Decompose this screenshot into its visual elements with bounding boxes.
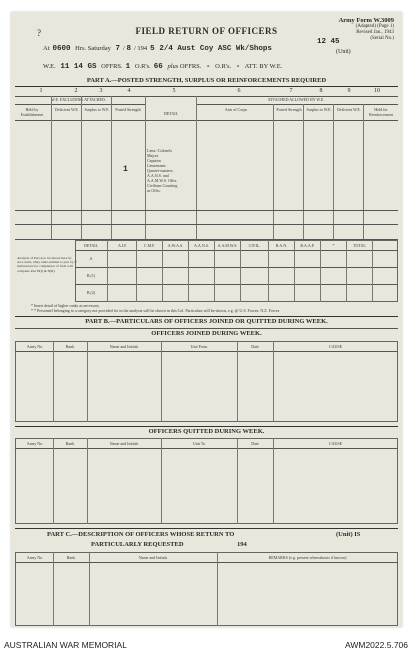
form-serial: (Serial No.) xyxy=(370,36,394,41)
gs-value: GS xyxy=(87,63,97,71)
rule xyxy=(15,104,145,105)
analysis-col-awas: A.W.A.S. xyxy=(167,243,184,248)
footnote-2: * * Personnel belonging to a category not provided for in the analysis will be shown in this Col. Particulars will be shown, e.g. @ U.S. Forces: N.Z. Forces xyxy=(31,308,280,313)
rule xyxy=(15,224,398,225)
rule xyxy=(237,341,238,422)
rule xyxy=(237,438,238,524)
rule xyxy=(15,448,398,449)
plus-offrs-value: - xyxy=(206,63,211,71)
rule xyxy=(15,528,398,529)
joined-title: OFFICERS JOINED DURING WEEK. xyxy=(151,330,262,337)
footnote-1: * Insert detail of higher ranks as necessary. xyxy=(31,303,100,308)
unit-name: 2/4 Aust Coy ASC Wk/Shops xyxy=(159,45,272,53)
col-number-9: 9 xyxy=(347,88,351,94)
rule xyxy=(333,104,334,239)
unit-label: (Unit) xyxy=(336,49,351,55)
rule xyxy=(294,240,295,302)
form-title: FIELD RETURN OF OFFICERS xyxy=(135,26,278,36)
attached-allowed-label: ATTACHED ALLOWED BY W.E. xyxy=(267,97,325,102)
col-head-held: Held by Establishment xyxy=(20,107,44,117)
analysis-col-raaf: R.A.A.F. xyxy=(300,243,315,248)
rule xyxy=(75,284,398,285)
rule xyxy=(89,552,90,626)
rule xyxy=(15,120,398,121)
quitted-col-cause: CAUSE xyxy=(328,441,343,446)
col-head-held-reinf: Held for Reinforcement xyxy=(369,107,393,117)
analysis-col-civil: CIVIL. xyxy=(248,243,261,248)
analysis-col-total: TOTAL xyxy=(353,243,366,248)
analysis-row-b2: B.(2) xyxy=(86,290,96,295)
footer-credit: AUSTRALIAN WAR MEMORIAL xyxy=(4,640,127,650)
we-label: W.E. xyxy=(43,63,56,70)
form-number: Army Form W.3009 xyxy=(338,17,394,24)
year-prefix: 194 xyxy=(137,45,148,52)
rule xyxy=(240,240,241,302)
rule xyxy=(75,267,398,268)
rule xyxy=(372,240,373,302)
rule xyxy=(51,96,52,239)
plus-ors-label: O.R's. xyxy=(215,63,232,70)
rule xyxy=(53,341,54,422)
rule xyxy=(15,426,398,427)
part-b-title: PART B.—PARTICULARS OF OFFICERS JOINED OR QUITTED DURING WEEK. xyxy=(85,318,328,325)
col-head-surplus-att: Surplus to W.E. xyxy=(306,107,332,112)
col-number-6: 6 xyxy=(237,88,241,94)
footer-accession: AWM2022.5.706 xyxy=(345,640,408,650)
col-number-5: 5 xyxy=(172,88,176,94)
analysis-row-a: A xyxy=(89,256,93,261)
rule xyxy=(217,552,218,626)
form-adapted: (Adapted) (Page 1) xyxy=(355,24,394,29)
rank-civilians-2: as Offrs. xyxy=(147,188,161,193)
rule xyxy=(53,438,54,524)
header-line-1: At 0600 Hrs. Saturday 7 / 8 / 194 5 2/4 Aust Coy ASC Wk/Shops xyxy=(43,45,272,53)
part-c-year: 194 xyxy=(237,541,247,548)
rule xyxy=(15,562,398,563)
joined-table xyxy=(15,341,398,422)
col-number-4: 4 xyxy=(127,88,131,94)
offrs-label: OFFRS. xyxy=(101,63,123,70)
ors-label: O.R's. xyxy=(134,63,151,70)
part-c-col-army-no: Army No. xyxy=(26,555,44,560)
we-value: 11 14 xyxy=(60,63,83,71)
ors-value: 66 xyxy=(153,63,163,71)
rule xyxy=(214,240,215,302)
at-label: At xyxy=(43,45,50,52)
rule xyxy=(273,104,274,239)
rule xyxy=(107,240,108,302)
col-head-surplus: Surplus to W.E. xyxy=(84,107,110,112)
detail-head: DETAIL xyxy=(163,111,179,116)
month-value: 8 xyxy=(126,45,131,53)
hrs-label: Hrs. Saturday xyxy=(75,45,111,52)
we-excluding-label: W.E. EXCLUDING ATTACHED. xyxy=(51,97,106,102)
quitted-title: OFFICERS QUITTED DURING WEEK. xyxy=(148,428,265,435)
rule xyxy=(87,438,88,524)
analysis-row-b1: B.(1) xyxy=(86,273,96,278)
rule xyxy=(273,438,274,524)
rule xyxy=(161,438,162,524)
form-page xyxy=(11,12,402,627)
rule xyxy=(15,316,398,317)
part-c-col-rank: Rank xyxy=(66,555,76,560)
col-number-1: 1 xyxy=(39,88,43,94)
day-value: 7 xyxy=(115,45,121,53)
rank-aans: A.A.N.S. and xyxy=(147,173,169,178)
rule xyxy=(162,240,163,302)
part-c-title-2: PARTICULARLY REQUESTED xyxy=(91,541,184,548)
col-number-10: 10 xyxy=(374,88,380,94)
rule xyxy=(188,240,189,302)
posted-strength-value: 1 xyxy=(123,165,128,174)
analysis-note: Analysis of Part A to be shown here by ALL units. Only units entitled to part b) of instructions for completion of form will complete Part B(I) & B(II). xyxy=(17,256,77,273)
part-c-table xyxy=(15,552,398,626)
part-c-col-name: Name and Initials xyxy=(138,555,168,560)
rule xyxy=(145,96,146,239)
rule xyxy=(15,351,398,352)
analysis-row-detail: DETAIL xyxy=(83,243,99,248)
rule xyxy=(81,96,82,239)
quitted-col-army-no: Army No. xyxy=(26,441,44,446)
rule xyxy=(87,341,88,422)
col-head-posted-att: Posted Strength xyxy=(276,107,302,112)
rule xyxy=(136,240,137,302)
col-head-arm: Arm of Corps xyxy=(224,107,248,112)
analysis-col-aamws: A.A.M.W.S. xyxy=(217,243,238,248)
rule xyxy=(161,341,162,422)
rule xyxy=(268,240,269,302)
rule xyxy=(15,328,398,329)
rule xyxy=(363,104,364,239)
rule xyxy=(111,96,112,239)
joined-col-name: Name and Initials xyxy=(109,344,139,349)
col-number-8: 8 xyxy=(319,88,323,94)
col-number-3: 3 xyxy=(99,88,103,94)
part-a-title: PART A.—POSTED STRENGTH, SURPLUS OR REINFORCEMENTS REQUIRED xyxy=(86,77,327,84)
rule xyxy=(273,341,274,422)
rank-civilians: Civilians Counting xyxy=(147,183,178,188)
col-head-deficient: Deficient W.E. xyxy=(55,107,79,112)
quitted-col-date: Date xyxy=(251,441,259,446)
rule xyxy=(346,240,347,302)
rule xyxy=(196,104,398,105)
joined-col-cause: CAUSE xyxy=(328,344,343,349)
col-head-posted: Posted Strength xyxy=(115,107,141,112)
att-label: ATT. BY W.E. xyxy=(244,63,283,70)
corner-mark: ? xyxy=(37,28,41,38)
rank-qm: Quarter-masters xyxy=(147,168,173,173)
rule xyxy=(53,552,54,626)
year-value: 5 xyxy=(150,45,155,53)
quitted-table xyxy=(15,438,398,524)
analysis-col-aans: A.A.N.S. xyxy=(194,243,209,248)
part-c-col-remarks: REMARKS (e.g. present whereabouts if known) xyxy=(268,555,347,560)
rank-majors: Majors xyxy=(147,153,159,158)
rank-aamws: A.A.M.W.S. Offrs. xyxy=(147,178,178,183)
joined-col-date: Date xyxy=(251,344,259,349)
form-revised: Revised Jan., 1943 xyxy=(356,30,394,35)
plus-offrs-label: OFFRS. xyxy=(179,63,202,70)
joined-col-unit-from: Unit From xyxy=(190,344,208,349)
col-number-7: 7 xyxy=(289,88,293,94)
rule xyxy=(75,250,398,251)
joined-col-army-no: Army No. xyxy=(26,344,44,349)
quitted-col-unit-to: Unit To xyxy=(192,441,206,446)
rank-lt-col: Lieut.-Colonels xyxy=(147,148,172,153)
rank-lieutenants: Lieutenants xyxy=(147,163,166,168)
rule xyxy=(320,240,321,302)
ranks-list xyxy=(147,148,197,193)
rank-captains: Captains xyxy=(147,158,161,163)
quitted-col-name: Name and Initials xyxy=(109,441,139,446)
col-head-deficient-att: Deficient W.E. xyxy=(337,107,361,112)
part-c-title-1: PART C.—DESCRIPTION OF OFFICERS WHOSE RETURN TO xyxy=(47,531,235,538)
quitted-col-rank: Rank xyxy=(65,441,75,446)
header-line-2 xyxy=(43,63,285,71)
plus-label: plus xyxy=(167,63,179,70)
analysis-col-cmf: C.M.F. xyxy=(143,243,156,248)
analysis-col-aif: A.I.F. xyxy=(117,243,128,248)
col-number-2: 2 xyxy=(74,88,78,94)
time-value: 0600 xyxy=(52,45,71,53)
unit-number: 12 45 xyxy=(317,38,340,46)
joined-col-rank: Rank xyxy=(65,344,75,349)
part-a-rule xyxy=(15,86,398,87)
analysis-col-other: * xyxy=(332,243,335,248)
part-c-unit-is: (Unit) IS xyxy=(336,531,361,538)
analysis-col-ran: R.A.N. xyxy=(275,243,288,248)
offrs-value: 1 xyxy=(125,63,131,71)
rule xyxy=(15,210,398,211)
plus-ors-value: - xyxy=(235,63,241,71)
rule xyxy=(303,104,304,239)
